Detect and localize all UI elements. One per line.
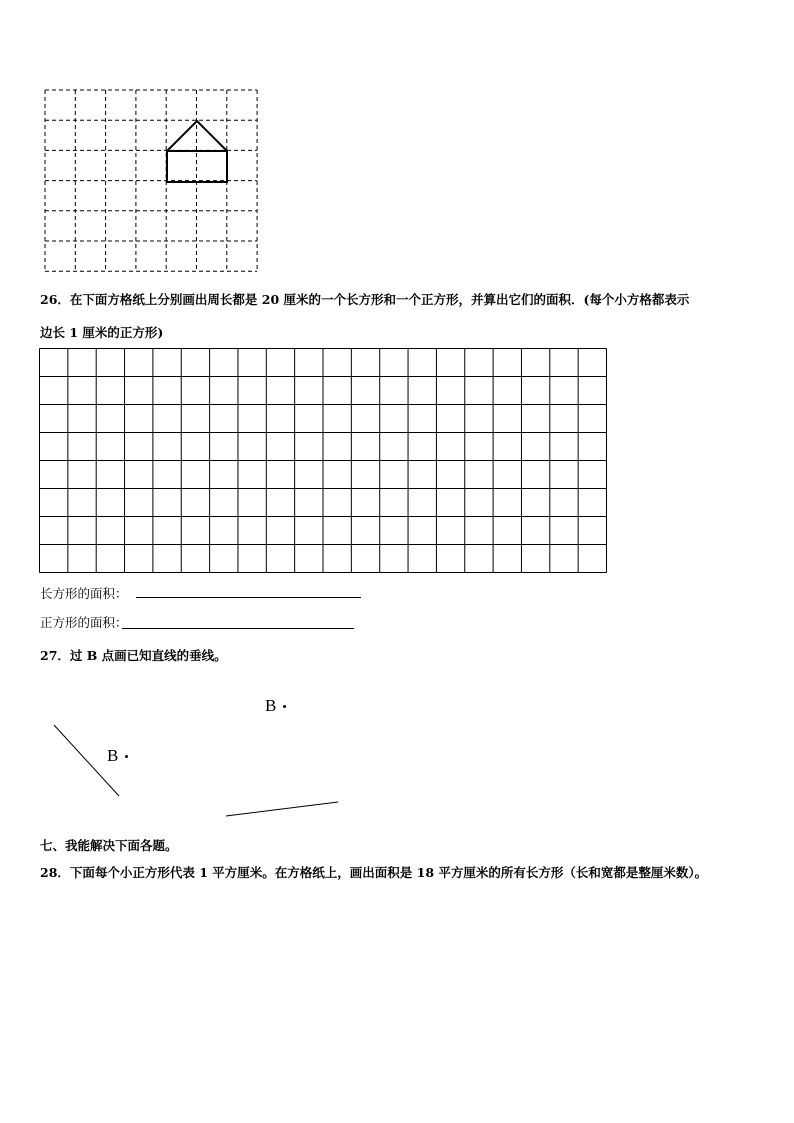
q26-number: 26． bbox=[40, 292, 70, 307]
square-area-label: 正方形的面积： bbox=[40, 615, 128, 630]
rect-area-answer-line[interactable] bbox=[136, 597, 361, 598]
q27-number: 27． bbox=[40, 648, 70, 663]
given-line-horizontal bbox=[226, 802, 338, 816]
square-area-answer-line[interactable] bbox=[122, 628, 354, 629]
point-b-dot-upper bbox=[283, 705, 286, 708]
q28-number: 28． bbox=[40, 865, 70, 880]
q27-question: 过 B 点画已知直线的垂线。 bbox=[69, 648, 227, 663]
q28-text bbox=[40, 863, 707, 881]
house-shape bbox=[167, 121, 227, 182]
given-line-diagonal bbox=[54, 725, 119, 796]
given-lines bbox=[0, 715, 400, 825]
q28-question: 下面每个小正方形代表 1 平方厘米。在方格纸上，画出面积是 18 平方厘米的所有长方形（长和宽都是整厘米数）。 bbox=[69, 865, 708, 880]
solid-grid-paper[interactable] bbox=[0, 340, 794, 580]
dashed-grid-figure bbox=[0, 0, 794, 280]
section7-title: 七、我能解决下面各题。 bbox=[40, 838, 178, 853]
q26-text-line2: 边长 1 厘米的正方形) bbox=[40, 325, 164, 340]
rect-area-label: 长方形的面积： bbox=[40, 586, 128, 601]
point-b-label-upper: B bbox=[265, 696, 277, 715]
q26-text-line1 bbox=[40, 290, 689, 308]
point-b-label-lower: B bbox=[107, 746, 119, 765]
q26-text: 在下面方格纸上分别画出周长都是 20 厘米的一个长方形和一个正方形，并算出它们的面积．(每个小方格都表示 bbox=[69, 292, 690, 307]
q27-text bbox=[40, 646, 227, 664]
